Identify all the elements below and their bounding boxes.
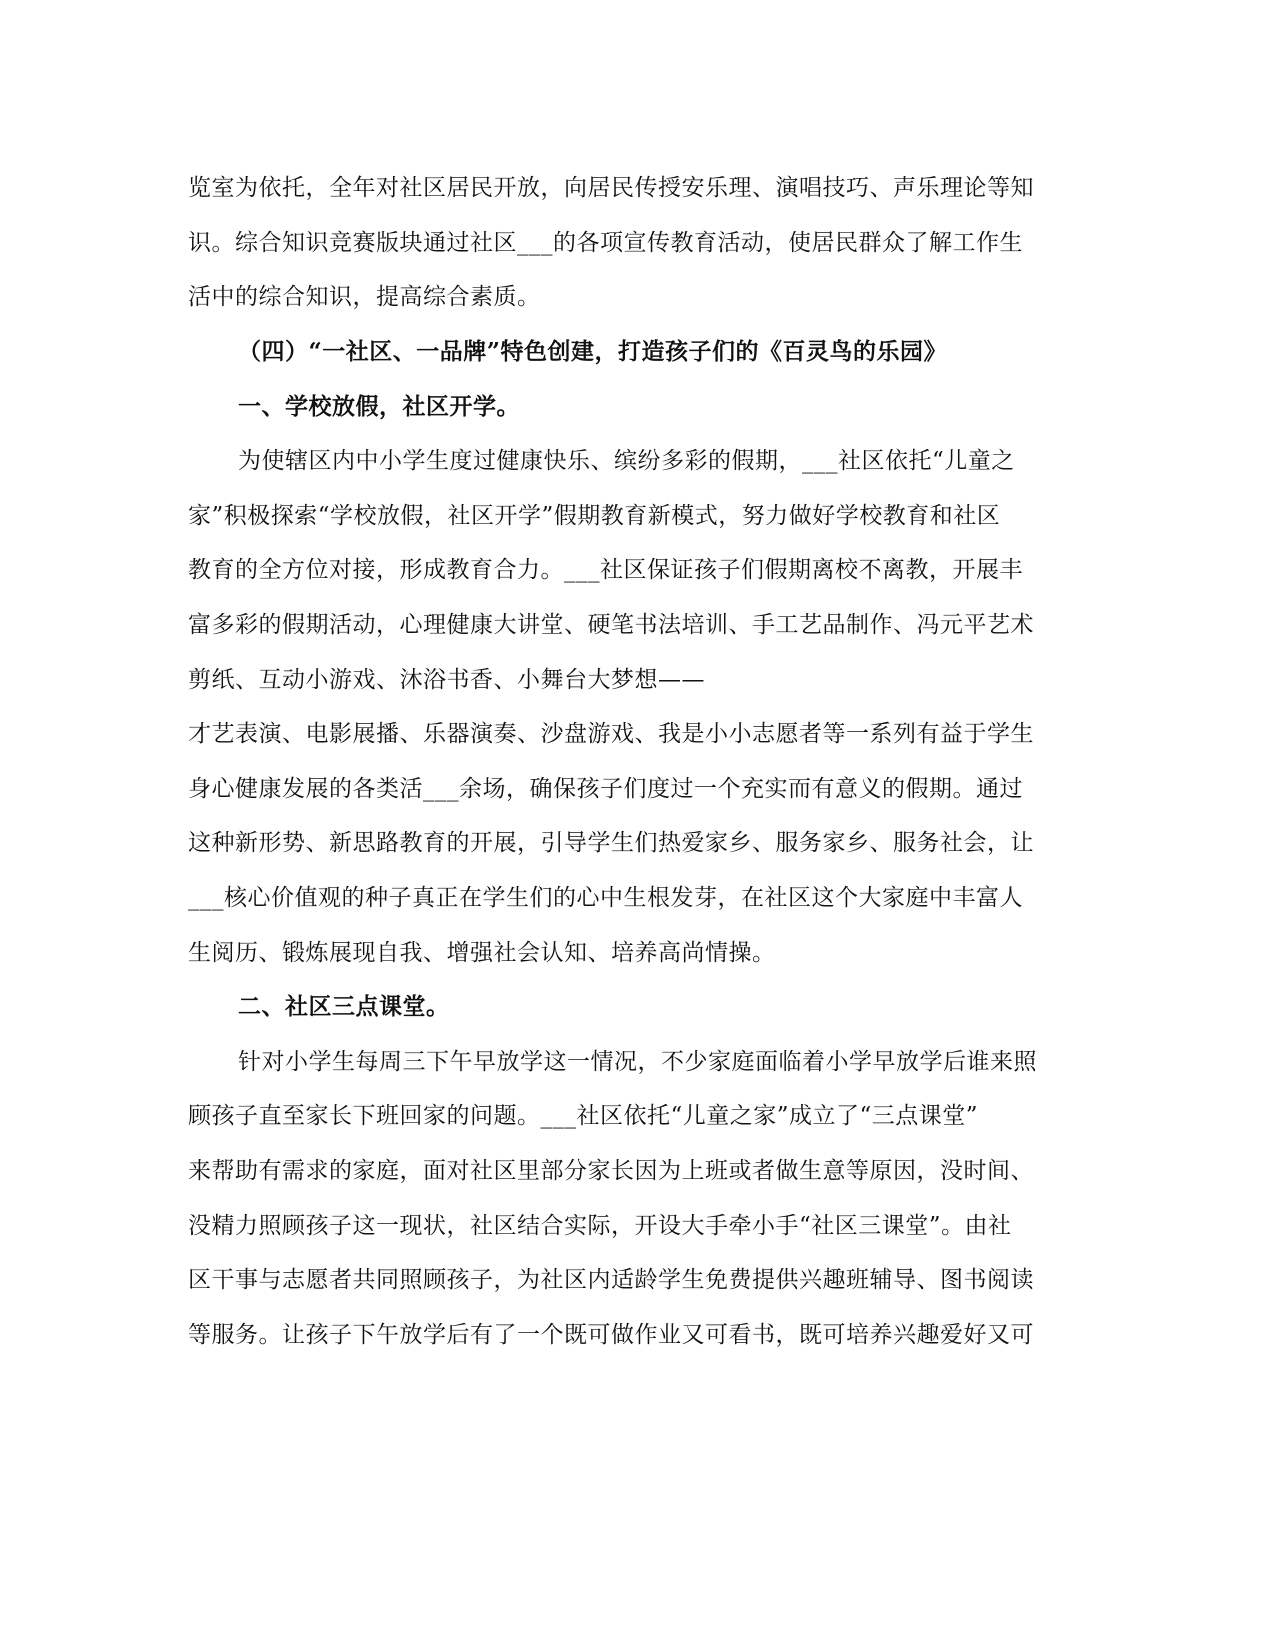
body-line: 没精力照顾孩子这一现状，社区结合实际，开设大手牵小手“社区三课堂”。由社 (188, 1213, 1012, 1239)
body-line: 为使辖区内中小学生度过健康快乐、缤纷多彩的假期，___社区依托“儿童之 (238, 448, 1015, 474)
body-line: 富多彩的假期活动，心理健康大讲堂、硬笔书法培训、手工艺品制作、冯元平艺术 (188, 612, 1034, 638)
body-line: 等服务。让孩子下午放学后有了一个既可做作业又可看书，既可培养兴趣爱好又可 (188, 1322, 1034, 1348)
body-line: 生阅历、锻炼展现自我、增强社会认知、培养高尚情操。 (188, 940, 776, 966)
subsection-heading: 二、社区三点课堂。 (238, 993, 450, 1020)
subsection-heading: 一、学校放假，社区开学。 (238, 393, 520, 420)
section-heading: （四）“一社区、一品牌”特色创建，打造孩子们的《百灵鸟的乐园》 (238, 338, 947, 365)
body-line: 区干事与志愿者共同照顾孩子，为社区内适龄学生免费提供兴趣班辅导、图书阅读 (188, 1267, 1034, 1293)
body-line: 来帮助有需求的家庭，面对社区里部分家长因为上班或者做生意等原因，没时间、 (188, 1158, 1034, 1184)
body-line: 这种新形势、新思路教育的开展，引导学生们热爱家乡、服务家乡、服务社会，让 (188, 830, 1034, 856)
body-line: 顾孩子直至家长下班回家的问题。___社区依托“儿童之家”成立了“三点课堂” (188, 1103, 979, 1129)
body-line: 活中的综合知识，提高综合素质。 (188, 284, 541, 310)
body-line: 教育的全方位对接，形成教育合力。___社区保证孩子们假期离校不离教，开展丰 (188, 557, 1023, 583)
body-line: 针对小学生每周三下午早放学这一情况，不少家庭面临着小学早放学后谁来照 (238, 1049, 1037, 1075)
body-line: 览室为依托，全年对社区居民开放，向居民传授安乐理、演唱技巧、声乐理论等知 (188, 175, 1034, 201)
body-line: 识。综合知识竞赛版块通过社区___的各项宣传教育活动，使居民群众了解工作生 (188, 230, 1023, 256)
body-line: 家”积极探索“学校放假，社区开学”假期教育新模式，努力做好学校教育和社区 (188, 503, 1001, 529)
body-line: 身心健康发展的各类活___余场，确保孩子们度过一个充实而有意义的假期。通过 (188, 776, 1023, 802)
body-line: 剪纸、互动小游戏、沐浴书香、小舞台大梦想—— (188, 667, 705, 693)
body-line: 才艺表演、电影展播、乐器演奏、沙盘游戏、我是小小志愿者等一系列有益于学生 (188, 721, 1034, 747)
body-line: ___核心价值观的种子真正在学生们的心中生根发芽，在社区这个大家庭中丰富人 (188, 885, 1023, 911)
